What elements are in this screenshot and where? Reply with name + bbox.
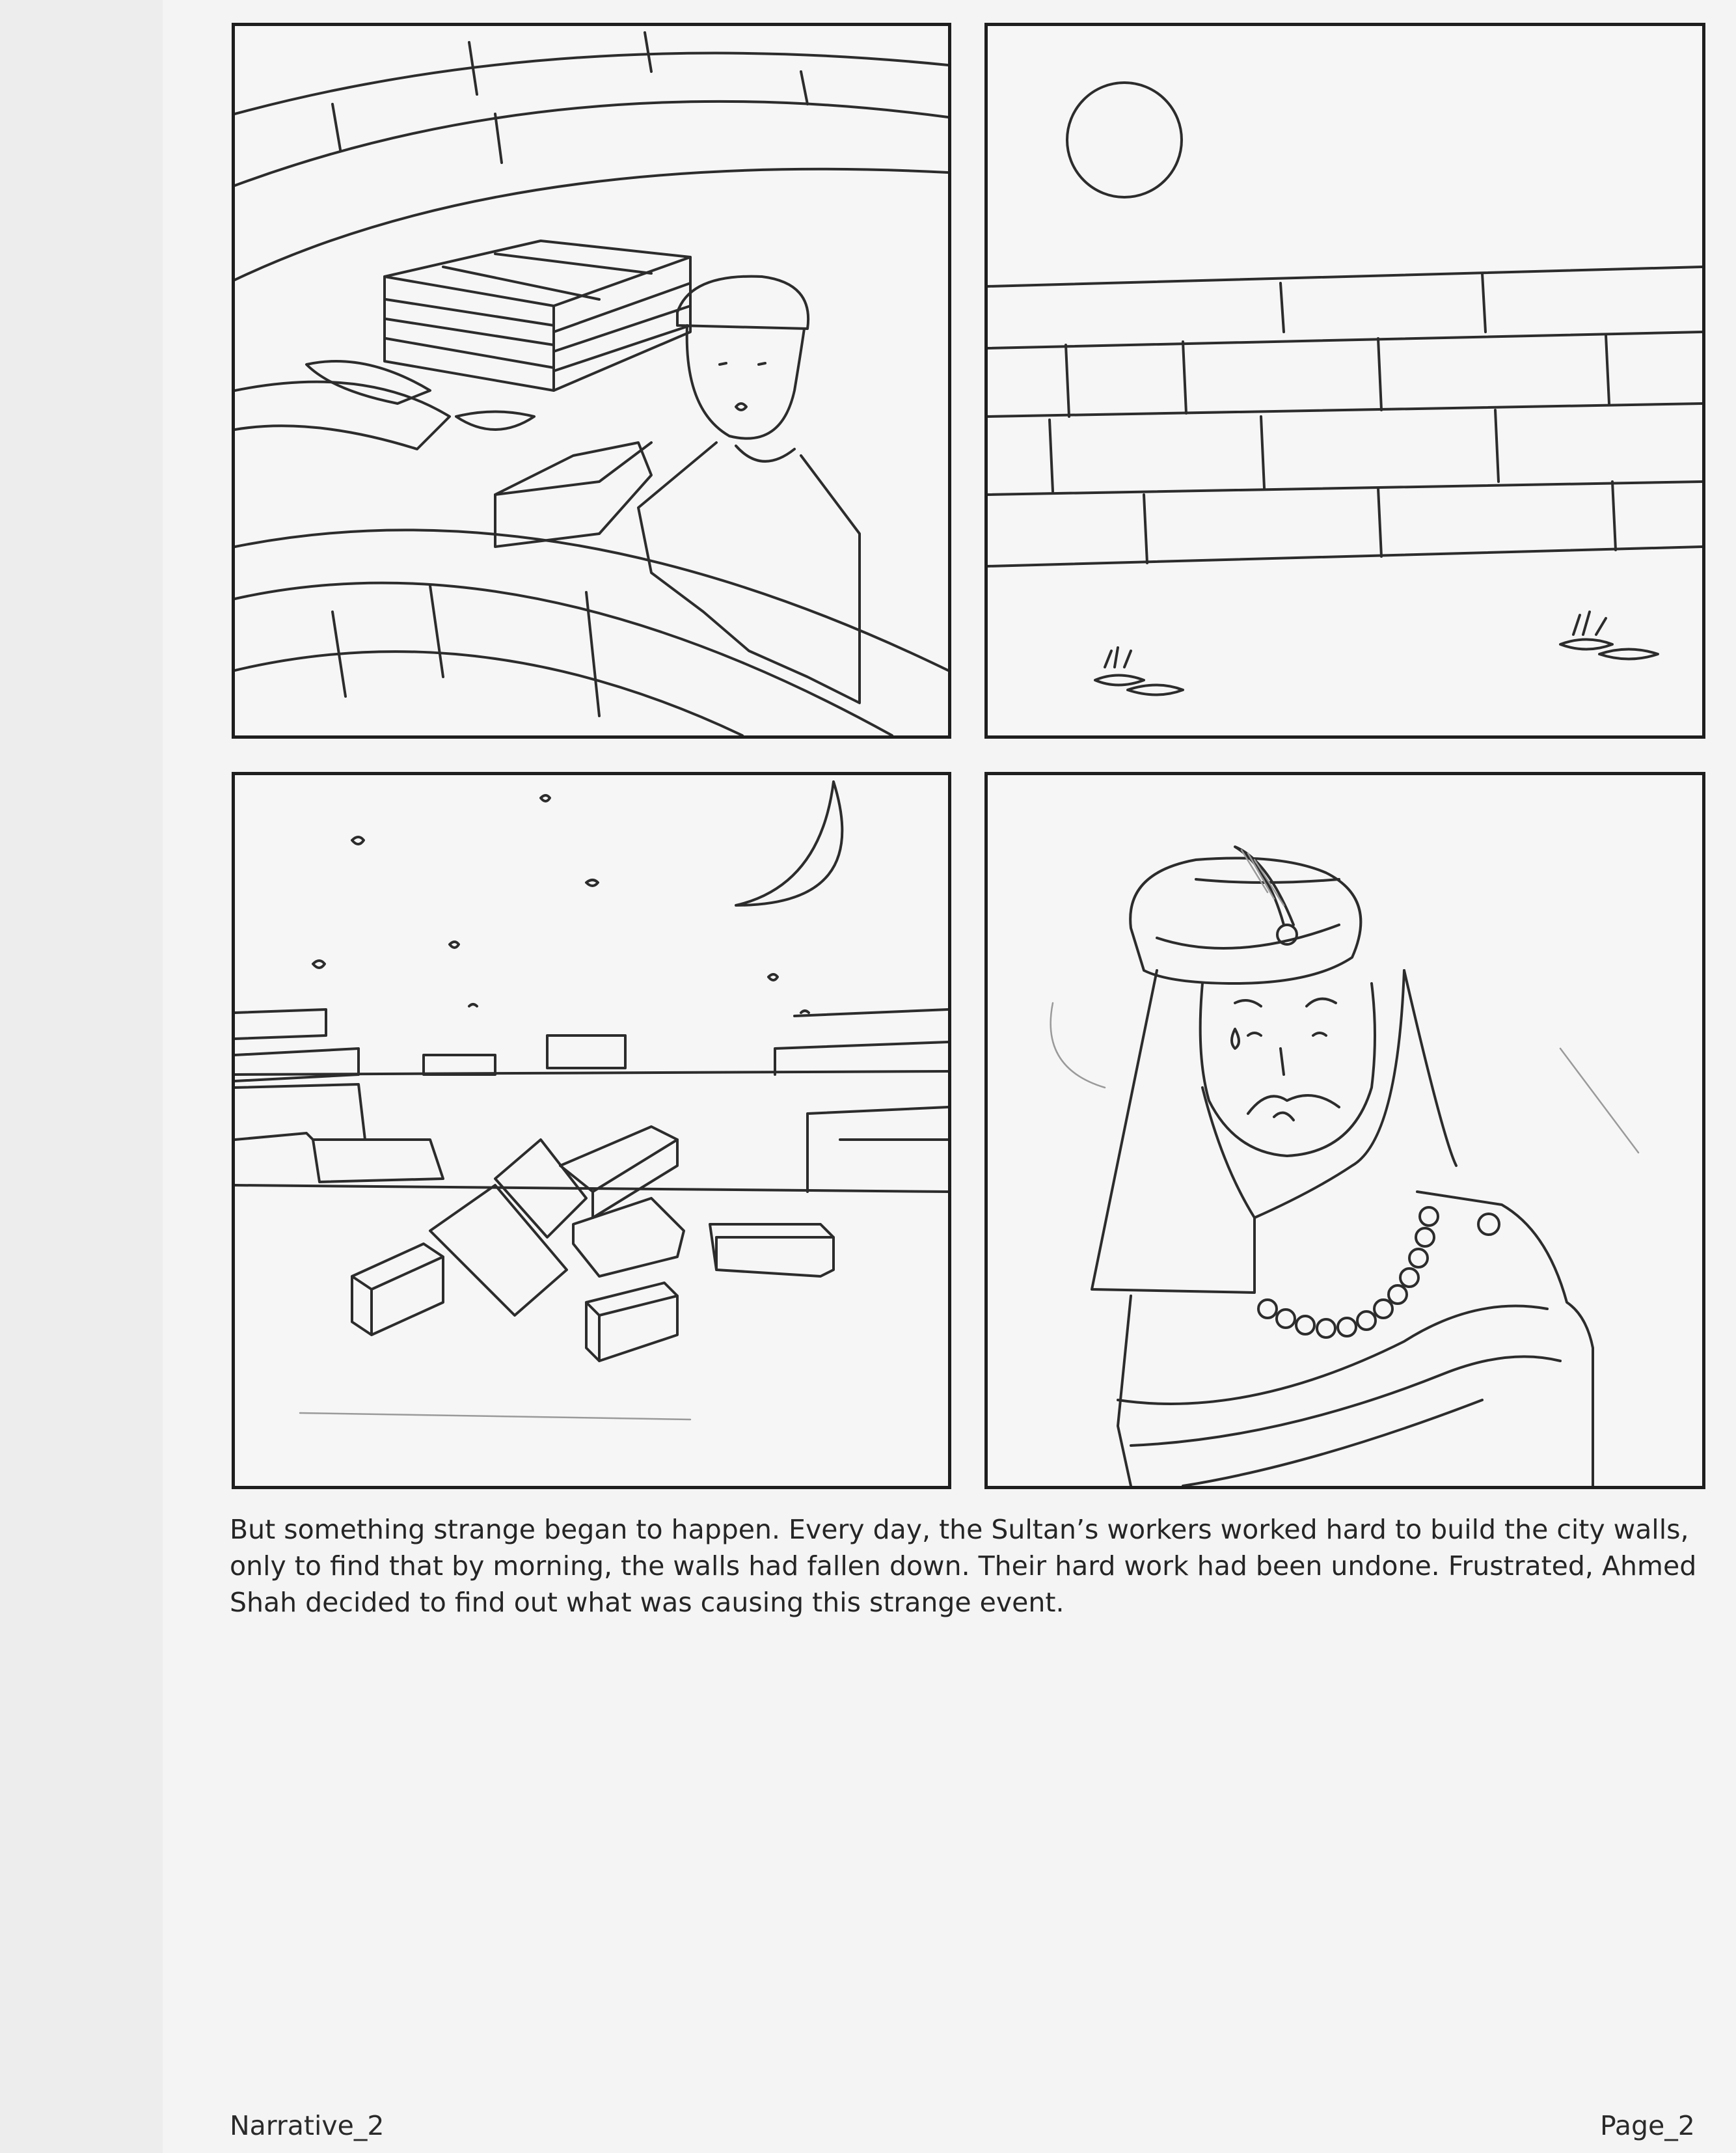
narration-text: But something strange began to happen. Every day, the Sultan’s workers worked hard to build the city walls, only to find that by morning, the walls had fallen down. Their hard work had been undone. Frustrated, Ahmed Shah decided to find out what was causing this strange event.	[230, 1514, 1697, 1618]
worker-building-illustration	[235, 26, 948, 735]
sun-over-wall-illustration	[988, 26, 1702, 735]
footer-page-number: Page_2	[1600, 2110, 1695, 2141]
sun-icon	[1067, 83, 1182, 197]
pearl-necklace	[1258, 1207, 1438, 1337]
footer-narrative-label: Narrative_2	[230, 2110, 385, 2141]
fallen-bricks-illustration	[235, 775, 948, 1486]
sultan-portrait-illustration	[988, 775, 1702, 1486]
panel-day-wall	[984, 23, 1705, 739]
scan-margin	[0, 0, 163, 2153]
panel-worried-sultan	[984, 772, 1705, 1489]
panel-night-fallen-walls	[232, 772, 951, 1489]
sweat-drop-icon	[1232, 1029, 1239, 1049]
panel-worker-building-wall	[232, 23, 951, 739]
crescent-moon-icon	[736, 782, 842, 905]
